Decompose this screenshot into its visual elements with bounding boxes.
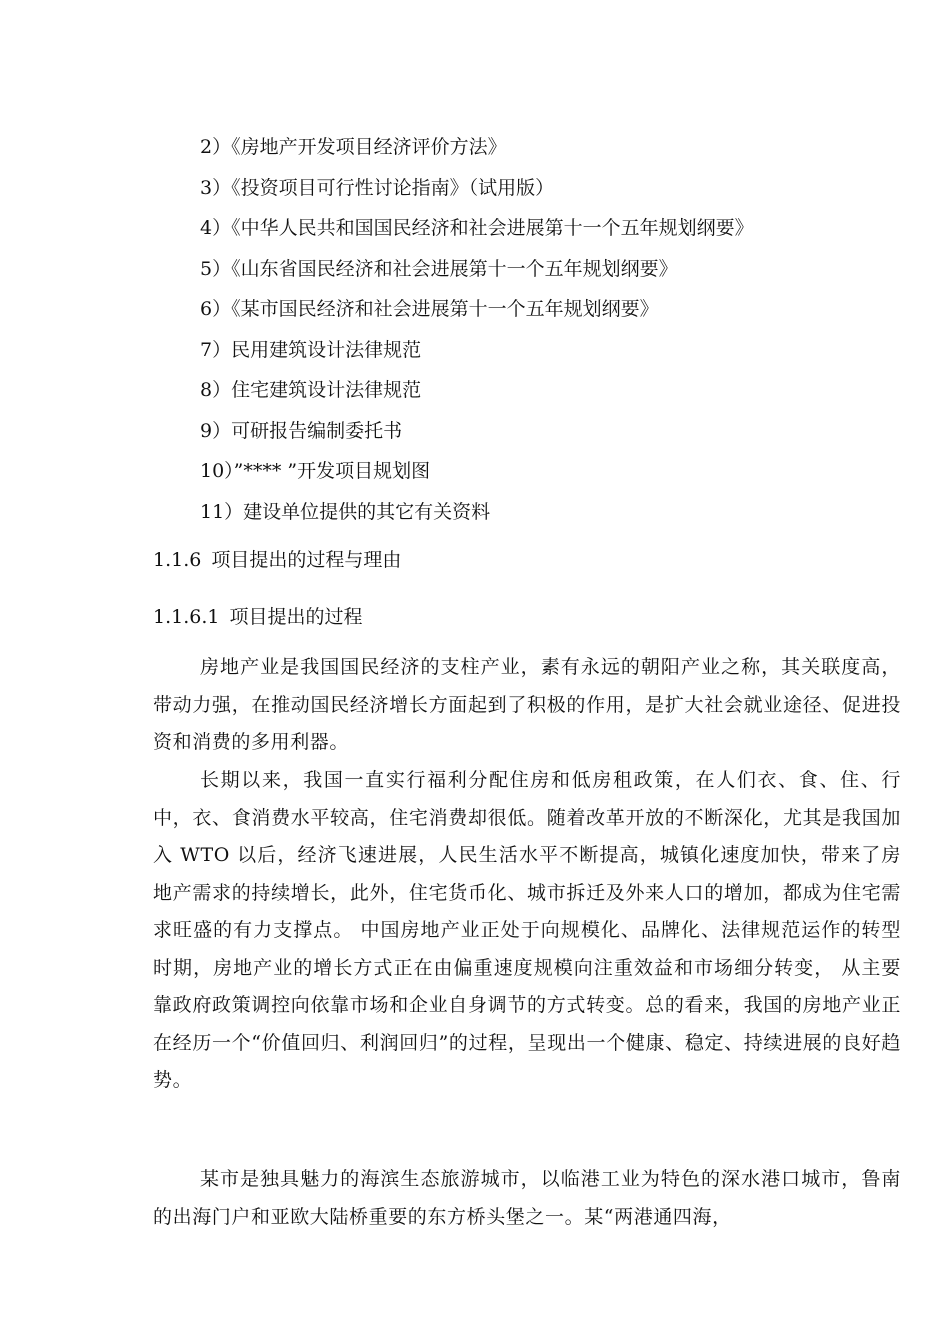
reference-item: 11）建设单位提供的其它有关资料 [200, 500, 491, 523]
reference-item: 5）《山东省国民经济和社会进展第十一个五年规划纲要》 [200, 257, 678, 280]
reference-item: 4）《中华人民共和国国民经济和社会进展第十一个五年规划纲要》 [200, 217, 754, 239]
reference-item: 8）住宅建筑设计法律规范 [200, 379, 422, 401]
body-paragraph: 长期以来，我国一直实行福利分配住房和低房租政策，在人们衣、食、住、行中，衣、食消费水平较高，住宅消费却很低。随着改革开放的不断深化，尤其是我国加入 WTO 以后，经济飞速进展，人民生活水平不断提高，城镇化速度加快，带来了房地产需求的持续增长，此外，住宅货币化、城市拆迁及外来人口的增加，都成为住宅需求旺盛的有力支撑点。 中国房地产业正处于向规模化、品牌化、法律规范运作的转型时期，房地产业的增长方式正在由偏重速度规模向注重效益和市场细分转变， 从主要靠政府政策调控向依靠市场和企业自身调节的方式转变。总的看来，我国的房地产业正在经历一个“价值回归、利润回归”的过程，呈现出一个健康、稳定、持续进展的良好趋势。 [153, 769, 901, 1091]
reference-list [200, 127, 754, 532]
section-heading [153, 546, 401, 574]
body-paragraph: 某市是独具魅力的海滨生态旅游城市，以临港工业为特色的深水港口城市，鲁南的出海门户和亚欧大陆桥重要的东方桥头堡之一。某“两港通四海， [153, 1168, 901, 1228]
subsection-number: 1.1.6.1 [153, 606, 220, 628]
body-paragraph: 房地产业是我国国民经济的支柱产业，素有永远的朝阳产业之称，其关联度高，带动力强，在推动国民经济增长方面起到了积极的作用，是扩大社会就业途径、促进投资和消费的多用利器。 [153, 656, 901, 753]
section-title: 项目提出的过程与理由 [211, 549, 402, 571]
section-number: 1.1.6 [153, 549, 202, 571]
reference-item: 9）可研报告编制委托书 [200, 419, 403, 442]
reference-item: 2）《房地产开发项目经济评价方法》 [200, 136, 507, 158]
reference-item: 6）《某市国民经济和社会进展第十一个五年规划纲要》 [200, 298, 659, 320]
reference-item: 3）《投资项目可行性讨论指南》（试用版） [200, 176, 555, 199]
reference-item: 7）民用建筑设计法律规范 [200, 338, 422, 361]
reference-item: 10）”**** ”开发项目规划图 [200, 460, 431, 482]
subsection-title: 项目提出的过程 [229, 606, 363, 628]
subsection-heading [153, 603, 363, 631]
